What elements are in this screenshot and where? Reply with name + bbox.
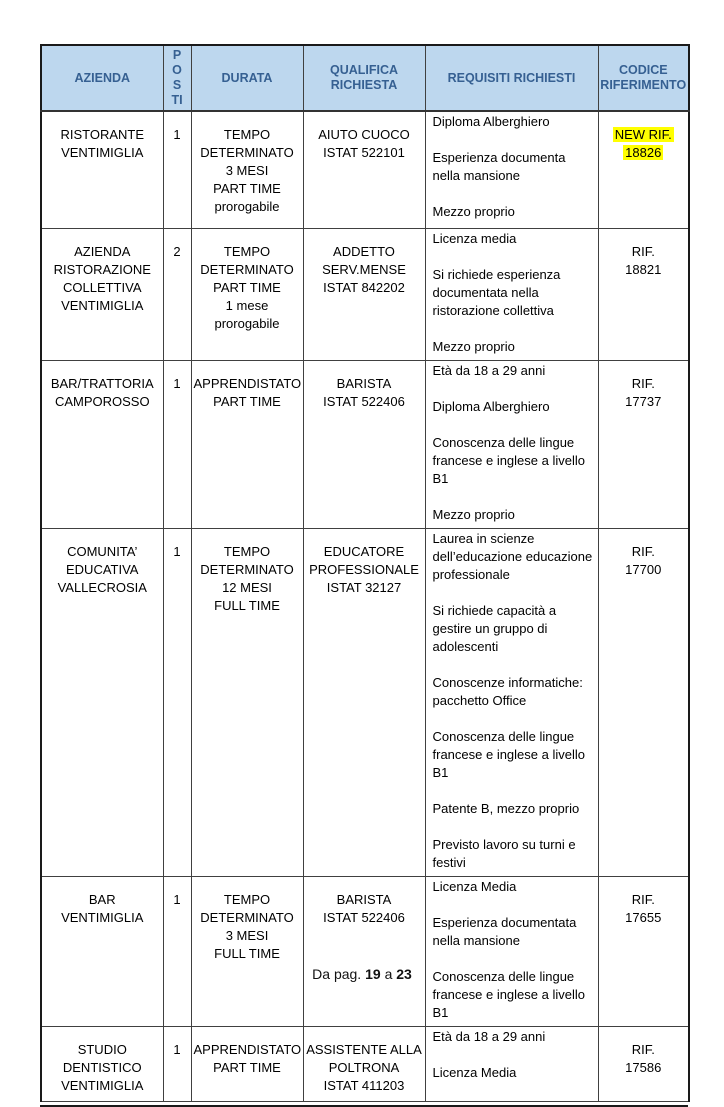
reference-text: 17586: [625, 1059, 662, 1075]
footer-separator: a: [384, 966, 393, 982]
footer-prefix: Da pag.: [312, 966, 362, 982]
durata-line: DETERMINATO: [200, 561, 294, 577]
requisito-paragraph: Conoscenze informatiche: pacchetto Office: [432, 674, 583, 708]
durata-line: TEMPO: [223, 543, 271, 559]
requisito-paragraph: Esperienza documentata nella mansione: [432, 914, 577, 948]
header-label: TI: [171, 93, 183, 107]
qualifica-line: ISTAT 522406: [323, 393, 405, 409]
cell-requisiti: [425, 360, 598, 528]
requisito-paragraph: Licenza Media: [432, 878, 517, 894]
qualifica-line: AIUTO CUOCO: [318, 127, 410, 142]
table-header-row: [41, 45, 689, 111]
page-footer: [0, 966, 724, 982]
durata-line: PART TIME: [213, 181, 281, 196]
requisito-paragraph: Conoscenza delle lingue francese e inglese a livello B1: [432, 728, 585, 780]
durata-line: PART TIME: [213, 279, 281, 295]
header-label: DURATA: [221, 70, 273, 85]
cell-azienda: [41, 1026, 163, 1101]
azienda-line: COLLETTIVA: [62, 279, 142, 295]
requisito-paragraph: Previsto lavoro su turni e festivi: [432, 836, 576, 870]
reference-text: RIF.: [631, 891, 655, 907]
table-row: [41, 360, 689, 528]
cell-qualifica: [303, 528, 425, 876]
cell-posti: 1: [163, 528, 191, 876]
reference-text: 17655: [625, 909, 662, 925]
requisito-paragraph: Patente B, mezzo proprio: [432, 800, 580, 816]
durata-line: APPRENDISTATO: [193, 375, 302, 391]
cell-durata: [191, 360, 303, 528]
requisito-paragraph: Età da 18 a 29 anni: [432, 1028, 546, 1044]
cell-azienda: [41, 228, 163, 360]
cell-posti: 1: [163, 876, 191, 1026]
cell-codice-riferimento: [598, 360, 689, 528]
header-cell-azienda: [41, 45, 163, 111]
durata-line: prorogabile: [214, 315, 280, 331]
reference-text: RIF.: [631, 243, 655, 259]
codice-line: [601, 909, 687, 927]
footer-page-from: 19: [365, 966, 381, 982]
cell-azienda: [41, 876, 163, 1026]
job-listings-table: [40, 44, 690, 1102]
cell-posti: 1: [163, 111, 191, 228]
requisito-paragraph: Conoscenza delle lingue francese e inglese a livello B1: [432, 434, 585, 486]
requisito-paragraph: Mezzo proprio: [432, 506, 515, 522]
table-row: [41, 528, 689, 876]
table-row: [41, 876, 689, 1026]
requisito-paragraph: Diploma Alberghiero: [432, 398, 550, 414]
requisito-paragraph: Licenza Media: [432, 1064, 517, 1080]
cell-requisiti: [425, 1026, 598, 1101]
durata-line: prorogabile: [214, 199, 280, 214]
durata-line: 3 MESI: [225, 927, 269, 943]
cell-qualifica: [303, 1026, 425, 1101]
qualifica-line: ISTAT 32127: [326, 579, 402, 595]
codice-line: [601, 543, 687, 561]
cell-codice-riferimento: [598, 528, 689, 876]
cell-requisiti: [425, 528, 598, 876]
durata-line: PART TIME: [213, 393, 281, 409]
azienda-line: RISTORAZIONE: [53, 261, 151, 277]
reference-text: 17737: [625, 393, 662, 409]
requisito-paragraph: Età da 18 a 29 anni: [432, 362, 546, 378]
cell-posti: 1: [163, 360, 191, 528]
codice-line: [601, 375, 687, 393]
durata-line: 1 mese: [225, 297, 269, 313]
header-label: CODICE: [618, 63, 668, 77]
cell-posti: 1: [163, 1026, 191, 1101]
durata-line: TEMPO: [223, 243, 271, 259]
header-label: REQUISITI RICHIESTI: [447, 70, 576, 85]
cell-durata: [191, 111, 303, 228]
job-listings-table-wrap: [40, 44, 688, 1107]
requisito-paragraph: Esperienza documenta nella mansione: [432, 150, 566, 183]
durata-line: TEMPO: [223, 891, 271, 907]
durata-line: FULL TIME: [214, 597, 280, 613]
azienda-line: BAR: [88, 891, 116, 907]
requisito-paragraph: Mezzo proprio: [432, 338, 515, 354]
qualifica-line: EDUCATORE: [323, 543, 405, 559]
header-label: RICHIESTA: [330, 78, 398, 92]
azienda-line: CAMPOROSSO: [54, 393, 150, 409]
cell-durata: [191, 228, 303, 360]
reference-text: RIF.: [631, 375, 655, 391]
codice-line: [601, 1059, 687, 1077]
azienda-line: VENTIMIGLIA: [61, 909, 144, 925]
header-cell-codice: [598, 45, 689, 111]
azienda-line: VALLECROSIA: [57, 579, 147, 595]
header-cell-qualifica: [303, 45, 425, 111]
cell-qualifica: [303, 228, 425, 360]
codice-line: [601, 1041, 687, 1059]
cell-codice-riferimento: [598, 876, 689, 1026]
header-label: AZIENDA: [74, 70, 131, 85]
durata-line: PART TIME: [213, 1059, 281, 1075]
cell-durata: [191, 528, 303, 876]
cell-posti: 2: [163, 228, 191, 360]
durata-line: FULL TIME: [214, 945, 280, 961]
cell-codice-riferimento: [598, 228, 689, 360]
azienda-line: EDUCATIVA: [66, 561, 139, 577]
codice-line: [601, 261, 687, 279]
durata-line: DETERMINATO: [200, 909, 294, 925]
highlighted-reference: 18826: [625, 145, 662, 160]
reference-text: 18821: [625, 261, 662, 277]
header-label: QUALIFICA: [329, 63, 399, 77]
cell-qualifica: [303, 360, 425, 528]
cell-requisiti: [425, 111, 598, 228]
cell-azienda: [41, 528, 163, 876]
azienda-line: VENTIMIGLIA: [61, 145, 144, 160]
codice-line: [601, 144, 687, 162]
codice-line: [601, 891, 687, 909]
azienda-line: BAR/TRATTORIA: [50, 375, 154, 391]
durata-line: DETERMINATO: [200, 261, 294, 277]
durata-line: APPRENDISTATO: [193, 1041, 302, 1057]
cell-durata: [191, 1026, 303, 1101]
qualifica-line: SERV.MENSE: [322, 261, 406, 277]
table-row: [41, 228, 689, 360]
codice-line: [601, 243, 687, 261]
cell-codice-riferimento: [598, 1026, 689, 1101]
requisito-paragraph: Licenza media: [432, 230, 517, 246]
header-cell-durata: [191, 45, 303, 111]
table-body: [41, 111, 689, 1101]
requisito-paragraph: Mezzo proprio: [432, 204, 515, 219]
cell-azienda: [41, 111, 163, 228]
reference-text: 17700: [625, 561, 662, 577]
header-label: S: [172, 78, 182, 92]
reference-text: RIF.: [631, 543, 655, 559]
footer-page-to: 23: [396, 966, 412, 982]
cell-requisiti: [425, 876, 598, 1026]
requisito-paragraph: Conoscenza delle lingue francese e inglese a livello B1: [432, 968, 585, 1020]
requisito-paragraph: Si richiede esperienza documentata nella ristorazione collettiva: [432, 266, 561, 318]
qualifica-line: POLTRONA: [328, 1059, 400, 1075]
table-row: [41, 1026, 689, 1101]
cell-codice-riferimento: [598, 111, 689, 228]
requisito-paragraph: Diploma Alberghiero: [432, 114, 550, 129]
codice-line: [601, 126, 687, 144]
qualifica-line: ASSISTENTE ALLA: [306, 1041, 422, 1057]
azienda-line: STUDIO: [77, 1041, 127, 1057]
cell-qualifica: [303, 111, 425, 228]
azienda-line: COMUNITA’: [67, 543, 138, 559]
durata-line: 12 MESI: [222, 579, 272, 595]
qualifica-line: ISTAT 411203: [323, 1077, 405, 1093]
qualifica-line: BARISTA: [336, 891, 392, 907]
table-row: [41, 111, 689, 228]
qualifica-line: ISTAT 842202: [323, 279, 405, 295]
cell-durata: [191, 876, 303, 1026]
azienda-line: VENTIMIGLIA: [61, 297, 144, 313]
qualifica-line: ISTAT 522406: [323, 909, 405, 925]
requisito-paragraph: Laurea in scienze dell’educazione educazione professionale: [432, 530, 593, 582]
codice-line: [601, 393, 687, 411]
durata-line: 3 MESI: [225, 163, 269, 178]
header-cell-requisiti: [425, 45, 598, 111]
qualifica-line: ADDETTO: [333, 243, 395, 259]
header-row: [41, 45, 689, 111]
cell-azienda: [41, 360, 163, 528]
cell-qualifica: [303, 876, 425, 1026]
header-label: RIFERIMENTO: [600, 78, 687, 92]
reference-text: RIF.: [631, 1041, 655, 1057]
header-cell-posti: [163, 45, 191, 111]
qualifica-line: BARISTA: [336, 375, 392, 391]
azienda-line: AZIENDA: [74, 243, 131, 259]
header-label: O: [172, 63, 182, 77]
header-label: P: [172, 48, 182, 62]
cell-requisiti: [425, 228, 598, 360]
codice-line: [601, 561, 687, 579]
durata-line: TEMPO: [223, 127, 271, 142]
durata-line: DETERMINATO: [200, 145, 294, 160]
azienda-line: RISTORANTE: [60, 127, 145, 142]
requisito-paragraph: Si richiede capacità a gestire un gruppo di adolescenti: [432, 602, 557, 654]
highlighted-reference: NEW RIF.: [614, 127, 672, 142]
azienda-line: DENTISTICO: [62, 1059, 142, 1075]
qualifica-line: ISTAT 522101: [323, 145, 405, 160]
azienda-line: VENTIMIGLIA: [61, 1077, 144, 1093]
qualifica-line: PROFESSIONALE: [309, 561, 419, 577]
